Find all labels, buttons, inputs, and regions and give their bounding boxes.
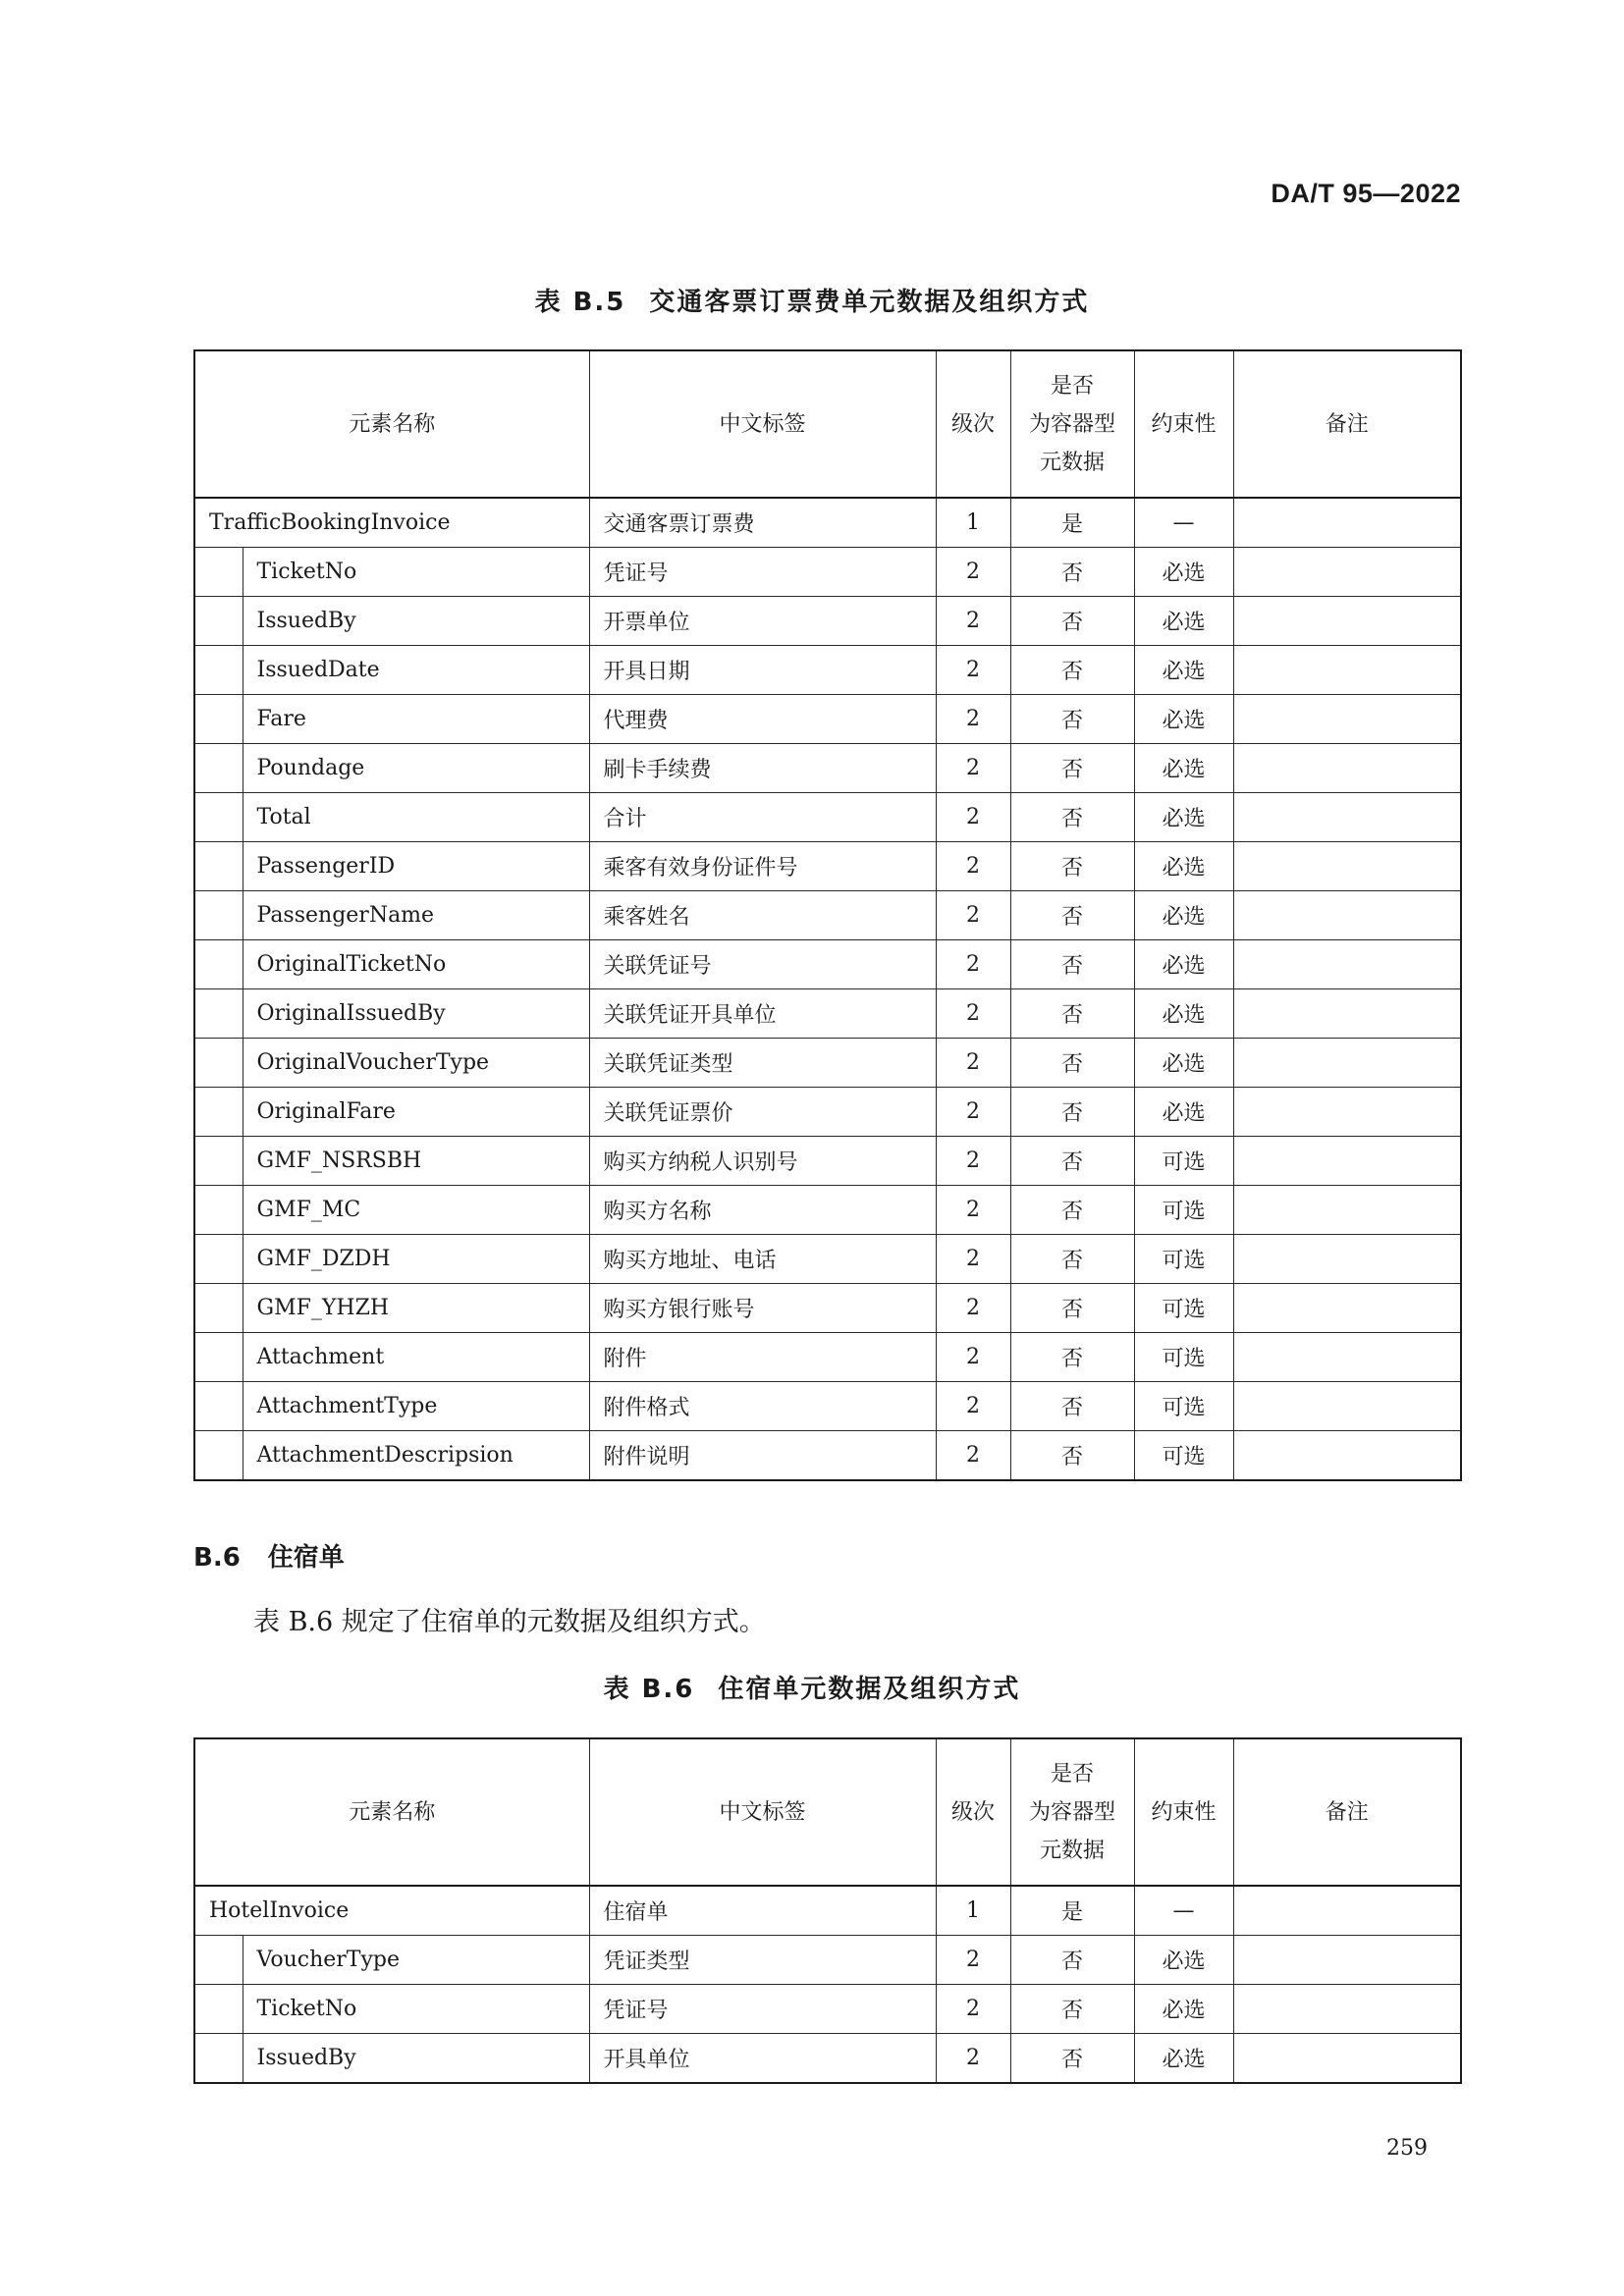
indent-cell bbox=[194, 1137, 243, 1186]
remarks-cell bbox=[1233, 1284, 1461, 1333]
is-container-cell: 否 bbox=[1010, 1039, 1134, 1088]
level-cell: 2 bbox=[936, 842, 1010, 891]
indent-cell bbox=[194, 1235, 243, 1284]
remarks-cell bbox=[1233, 1333, 1461, 1382]
table-row bbox=[194, 1985, 1461, 2034]
constraint-cell: 可选 bbox=[1134, 1235, 1233, 1284]
indent-cell bbox=[194, 940, 243, 989]
chinese-label-cell: 关联凭证票价 bbox=[589, 1088, 936, 1137]
element-name-cell: Fare bbox=[243, 695, 589, 744]
level-cell: 2 bbox=[936, 940, 1010, 989]
header-is-container-line1: 是否 bbox=[1051, 1761, 1095, 1787]
constraint-cell: 必选 bbox=[1134, 1936, 1233, 1985]
level-cell: 2 bbox=[936, 1333, 1010, 1382]
table-row bbox=[194, 646, 1461, 695]
element-name-cell: AttachmentType bbox=[243, 1382, 589, 1431]
table-row bbox=[194, 744, 1461, 793]
chinese-label-cell: 购买方纳税人识别号 bbox=[589, 1137, 936, 1186]
table-b5-caption bbox=[0, 282, 1624, 318]
element-name-cell: TicketNo bbox=[243, 1985, 589, 2034]
is-container-cell: 否 bbox=[1010, 1137, 1134, 1186]
constraint-cell: 必选 bbox=[1134, 989, 1233, 1039]
element-name-cell: IssuedBy bbox=[243, 2034, 589, 2084]
table-row bbox=[194, 548, 1461, 597]
header-level: 级次 bbox=[936, 1738, 1010, 1886]
indent-cell bbox=[194, 646, 243, 695]
is-container-cell: 否 bbox=[1010, 1936, 1134, 1985]
chinese-label-cell: 开具日期 bbox=[589, 646, 936, 695]
header-is-container-line3: 元数据 bbox=[1040, 450, 1106, 475]
constraint-cell: 必选 bbox=[1134, 1088, 1233, 1137]
table-row bbox=[194, 1284, 1461, 1333]
header-chinese-label: 中文标签 bbox=[589, 350, 936, 498]
level-cell: 2 bbox=[936, 597, 1010, 646]
remarks-cell bbox=[1233, 498, 1461, 548]
element-name-cell: IssuedDate bbox=[243, 646, 589, 695]
constraint-cell: 必选 bbox=[1134, 744, 1233, 793]
constraint-cell: 可选 bbox=[1134, 1431, 1233, 1481]
is-container-cell: 是 bbox=[1010, 498, 1134, 548]
table-row bbox=[194, 989, 1461, 1039]
table-row bbox=[194, 1186, 1461, 1235]
chinese-label-cell: 开具单位 bbox=[589, 2034, 936, 2084]
element-name-cell: OriginalTicketNo bbox=[243, 940, 589, 989]
chinese-label-cell: 附件 bbox=[589, 1333, 936, 1382]
chinese-label-cell: 附件说明 bbox=[589, 1431, 936, 1481]
remarks-cell bbox=[1233, 646, 1461, 695]
table-row bbox=[194, 1431, 1461, 1481]
chinese-label-cell: 住宿单 bbox=[589, 1886, 936, 1936]
table-header-row bbox=[194, 350, 1461, 498]
chinese-label-cell: 开票单位 bbox=[589, 597, 936, 646]
header-chinese-label: 中文标签 bbox=[589, 1738, 936, 1886]
table-b5-caption-title: 交通客票订票费单元数据及组织方式 bbox=[649, 288, 1090, 317]
is-container-cell: 否 bbox=[1010, 1382, 1134, 1431]
level-cell: 2 bbox=[936, 793, 1010, 842]
remarks-cell bbox=[1233, 1936, 1461, 1985]
is-container-cell: 是 bbox=[1010, 1886, 1134, 1936]
element-name-cell: OriginalFare bbox=[243, 1088, 589, 1137]
header-is-container-line2: 为容器型 bbox=[1029, 1799, 1116, 1825]
chinese-label-cell: 附件格式 bbox=[589, 1382, 936, 1431]
indent-cell bbox=[194, 891, 243, 940]
table-row bbox=[194, 695, 1461, 744]
constraint-cell: 必选 bbox=[1134, 1985, 1233, 2034]
constraint-cell: 必选 bbox=[1134, 1039, 1233, 1088]
constraint-cell: 可选 bbox=[1134, 1333, 1233, 1382]
is-container-cell: 否 bbox=[1010, 989, 1134, 1039]
chinese-label-cell: 乘客有效身份证件号 bbox=[589, 842, 936, 891]
table-row bbox=[194, 1039, 1461, 1088]
is-container-cell: 否 bbox=[1010, 793, 1134, 842]
page-number: 259 bbox=[1386, 2136, 1428, 2161]
constraint-cell: 必选 bbox=[1134, 548, 1233, 597]
table-b5 bbox=[193, 349, 1462, 1481]
level-cell: 2 bbox=[936, 1985, 1010, 2034]
section-heading-b6 bbox=[193, 1537, 345, 1574]
constraint-cell: 可选 bbox=[1134, 1137, 1233, 1186]
element-name-cell: PassengerName bbox=[243, 891, 589, 940]
remarks-cell bbox=[1233, 548, 1461, 597]
table-row bbox=[194, 2034, 1461, 2084]
table-b6-caption-number: 表 B.6 bbox=[603, 1675, 695, 1704]
chinese-label-cell: 购买方名称 bbox=[589, 1186, 936, 1235]
section-paragraph: 表 B.6 规定了住宿单的元数据及组织方式。 bbox=[253, 1607, 766, 1637]
level-cell: 1 bbox=[936, 1886, 1010, 1936]
element-name-cell: Total bbox=[243, 793, 589, 842]
remarks-cell bbox=[1233, 1431, 1461, 1481]
table-row bbox=[194, 1886, 1461, 1936]
indent-cell bbox=[194, 1333, 243, 1382]
chinese-label-cell: 乘客姓名 bbox=[589, 891, 936, 940]
header-level: 级次 bbox=[936, 350, 1010, 498]
chinese-label-cell: 凭证号 bbox=[589, 1985, 936, 2034]
constraint-cell: 必选 bbox=[1134, 646, 1233, 695]
constraint-cell: 必选 bbox=[1134, 940, 1233, 989]
is-container-cell: 否 bbox=[1010, 646, 1134, 695]
is-container-cell: 否 bbox=[1010, 1186, 1134, 1235]
table-row bbox=[194, 1382, 1461, 1431]
remarks-cell bbox=[1233, 793, 1461, 842]
indent-cell bbox=[194, 1985, 243, 2034]
chinese-label-cell: 凭证号 bbox=[589, 548, 936, 597]
indent-cell bbox=[194, 744, 243, 793]
table-row bbox=[194, 793, 1461, 842]
chinese-label-cell: 刷卡手续费 bbox=[589, 744, 936, 793]
chinese-label-cell: 购买方地址、电话 bbox=[589, 1235, 936, 1284]
table-b6-caption-title: 住宿单元数据及组织方式 bbox=[718, 1675, 1021, 1704]
indent-cell bbox=[194, 989, 243, 1039]
level-cell: 2 bbox=[936, 1382, 1010, 1431]
element-name-cell: Attachment bbox=[243, 1333, 589, 1382]
remarks-cell bbox=[1233, 1382, 1461, 1431]
header-is-container-line2: 为容器型 bbox=[1029, 411, 1116, 437]
constraint-cell: 可选 bbox=[1134, 1382, 1233, 1431]
table-header-row bbox=[194, 1738, 1461, 1886]
element-name-cell: Poundage bbox=[243, 744, 589, 793]
element-name-cell: GMF_NSRSBH bbox=[243, 1137, 589, 1186]
remarks-cell bbox=[1233, 1235, 1461, 1284]
remarks-cell bbox=[1233, 1137, 1461, 1186]
level-cell: 2 bbox=[936, 744, 1010, 793]
chinese-label-cell: 合计 bbox=[589, 793, 936, 842]
constraint-cell: — bbox=[1134, 498, 1233, 548]
remarks-cell bbox=[1233, 2034, 1461, 2084]
header-constraint: 约束性 bbox=[1134, 1738, 1233, 1886]
table-row bbox=[194, 498, 1461, 548]
remarks-cell bbox=[1233, 1088, 1461, 1137]
chinese-label-cell: 关联凭证号 bbox=[589, 940, 936, 989]
level-cell: 2 bbox=[936, 695, 1010, 744]
element-name-cell: HotelInvoice bbox=[194, 1886, 589, 1936]
is-container-cell: 否 bbox=[1010, 548, 1134, 597]
level-cell: 2 bbox=[936, 2034, 1010, 2084]
indent-cell bbox=[194, 842, 243, 891]
level-cell: 2 bbox=[936, 646, 1010, 695]
header-is-container bbox=[1010, 350, 1134, 498]
table-row bbox=[194, 891, 1461, 940]
table-row bbox=[194, 1235, 1461, 1284]
level-cell: 2 bbox=[936, 1284, 1010, 1333]
chinese-label-cell: 凭证类型 bbox=[589, 1936, 936, 1985]
standard-code: DA/T 95—2022 bbox=[1271, 179, 1461, 208]
remarks-cell bbox=[1233, 695, 1461, 744]
table-b6 bbox=[193, 1737, 1462, 2084]
indent-cell bbox=[194, 1088, 243, 1137]
remarks-cell bbox=[1233, 1186, 1461, 1235]
indent-cell bbox=[194, 1431, 243, 1481]
constraint-cell: 必选 bbox=[1134, 2034, 1233, 2084]
table-row bbox=[194, 842, 1461, 891]
header-element-name: 元素名称 bbox=[194, 350, 589, 498]
header-element-name: 元素名称 bbox=[194, 1738, 589, 1886]
constraint-cell: 可选 bbox=[1134, 1186, 1233, 1235]
element-name-cell: GMF_MC bbox=[243, 1186, 589, 1235]
constraint-cell: 可选 bbox=[1134, 1284, 1233, 1333]
is-container-cell: 否 bbox=[1010, 1235, 1134, 1284]
remarks-cell bbox=[1233, 989, 1461, 1039]
indent-cell bbox=[194, 1936, 243, 1985]
level-cell: 2 bbox=[936, 1431, 1010, 1481]
chinese-label-cell: 关联凭证开具单位 bbox=[589, 989, 936, 1039]
is-container-cell: 否 bbox=[1010, 940, 1134, 989]
header-is-container-line3: 元数据 bbox=[1040, 1838, 1106, 1863]
header-remarks: 备注 bbox=[1233, 1738, 1461, 1886]
element-name-cell: VoucherType bbox=[243, 1936, 589, 1985]
table-row bbox=[194, 1137, 1461, 1186]
is-container-cell: 否 bbox=[1010, 2034, 1134, 2084]
chinese-label-cell: 购买方银行账号 bbox=[589, 1284, 936, 1333]
level-cell: 2 bbox=[936, 1137, 1010, 1186]
is-container-cell: 否 bbox=[1010, 744, 1134, 793]
level-cell: 2 bbox=[936, 1039, 1010, 1088]
indent-cell bbox=[194, 1284, 243, 1333]
remarks-cell bbox=[1233, 842, 1461, 891]
indent-cell bbox=[194, 1039, 243, 1088]
constraint-cell: — bbox=[1134, 1886, 1233, 1936]
level-cell: 1 bbox=[936, 498, 1010, 548]
remarks-cell bbox=[1233, 744, 1461, 793]
constraint-cell: 必选 bbox=[1134, 891, 1233, 940]
indent-cell bbox=[194, 548, 243, 597]
header-is-container bbox=[1010, 1738, 1134, 1886]
remarks-cell bbox=[1233, 1886, 1461, 1936]
element-name-cell: PassengerID bbox=[243, 842, 589, 891]
element-name-cell: TicketNo bbox=[243, 548, 589, 597]
is-container-cell: 否 bbox=[1010, 1985, 1134, 2034]
constraint-cell: 必选 bbox=[1134, 695, 1233, 744]
level-cell: 2 bbox=[936, 1088, 1010, 1137]
table-row bbox=[194, 1936, 1461, 1985]
constraint-cell: 必选 bbox=[1134, 793, 1233, 842]
level-cell: 2 bbox=[936, 1186, 1010, 1235]
is-container-cell: 否 bbox=[1010, 597, 1134, 646]
chinese-label-cell: 代理费 bbox=[589, 695, 936, 744]
header-remarks: 备注 bbox=[1233, 350, 1461, 498]
indent-cell bbox=[194, 2034, 243, 2084]
is-container-cell: 否 bbox=[1010, 695, 1134, 744]
is-container-cell: 否 bbox=[1010, 1431, 1134, 1481]
table-row bbox=[194, 1088, 1461, 1137]
table-row bbox=[194, 1333, 1461, 1382]
table-row bbox=[194, 597, 1461, 646]
chinese-label-cell: 交通客票订票费 bbox=[589, 498, 936, 548]
indent-cell bbox=[194, 1186, 243, 1235]
remarks-cell bbox=[1233, 891, 1461, 940]
level-cell: 2 bbox=[936, 891, 1010, 940]
indent-cell bbox=[194, 695, 243, 744]
table-b5-caption-number: 表 B.5 bbox=[534, 288, 626, 317]
element-name-cell: OriginalVoucherType bbox=[243, 1039, 589, 1088]
remarks-cell bbox=[1233, 597, 1461, 646]
constraint-cell: 必选 bbox=[1134, 842, 1233, 891]
indent-cell bbox=[194, 1382, 243, 1431]
element-name-cell: OriginalIssuedBy bbox=[243, 989, 589, 1039]
element-name-cell: TrafficBookingInvoice bbox=[194, 498, 589, 548]
is-container-cell: 否 bbox=[1010, 1284, 1134, 1333]
header-constraint: 约束性 bbox=[1134, 350, 1233, 498]
table-b6-caption bbox=[0, 1669, 1624, 1705]
element-name-cell: GMF_YHZH bbox=[243, 1284, 589, 1333]
remarks-cell bbox=[1233, 1039, 1461, 1088]
is-container-cell: 否 bbox=[1010, 842, 1134, 891]
indent-cell bbox=[194, 793, 243, 842]
remarks-cell bbox=[1233, 940, 1461, 989]
table-row bbox=[194, 940, 1461, 989]
is-container-cell: 否 bbox=[1010, 891, 1134, 940]
remarks-cell bbox=[1233, 1985, 1461, 2034]
chinese-label-cell: 关联凭证类型 bbox=[589, 1039, 936, 1088]
indent-cell bbox=[194, 597, 243, 646]
header-is-container-line1: 是否 bbox=[1051, 373, 1095, 399]
level-cell: 2 bbox=[936, 989, 1010, 1039]
level-cell: 2 bbox=[936, 548, 1010, 597]
constraint-cell: 必选 bbox=[1134, 597, 1233, 646]
element-name-cell: AttachmentDescripsion bbox=[243, 1431, 589, 1481]
section-number: B.6 bbox=[193, 1543, 241, 1573]
is-container-cell: 否 bbox=[1010, 1088, 1134, 1137]
level-cell: 2 bbox=[936, 1235, 1010, 1284]
level-cell: 2 bbox=[936, 1936, 1010, 1985]
is-container-cell: 否 bbox=[1010, 1333, 1134, 1382]
section-title: 住宿单 bbox=[267, 1543, 345, 1573]
element-name-cell: GMF_DZDH bbox=[243, 1235, 589, 1284]
element-name-cell: IssuedBy bbox=[243, 597, 589, 646]
